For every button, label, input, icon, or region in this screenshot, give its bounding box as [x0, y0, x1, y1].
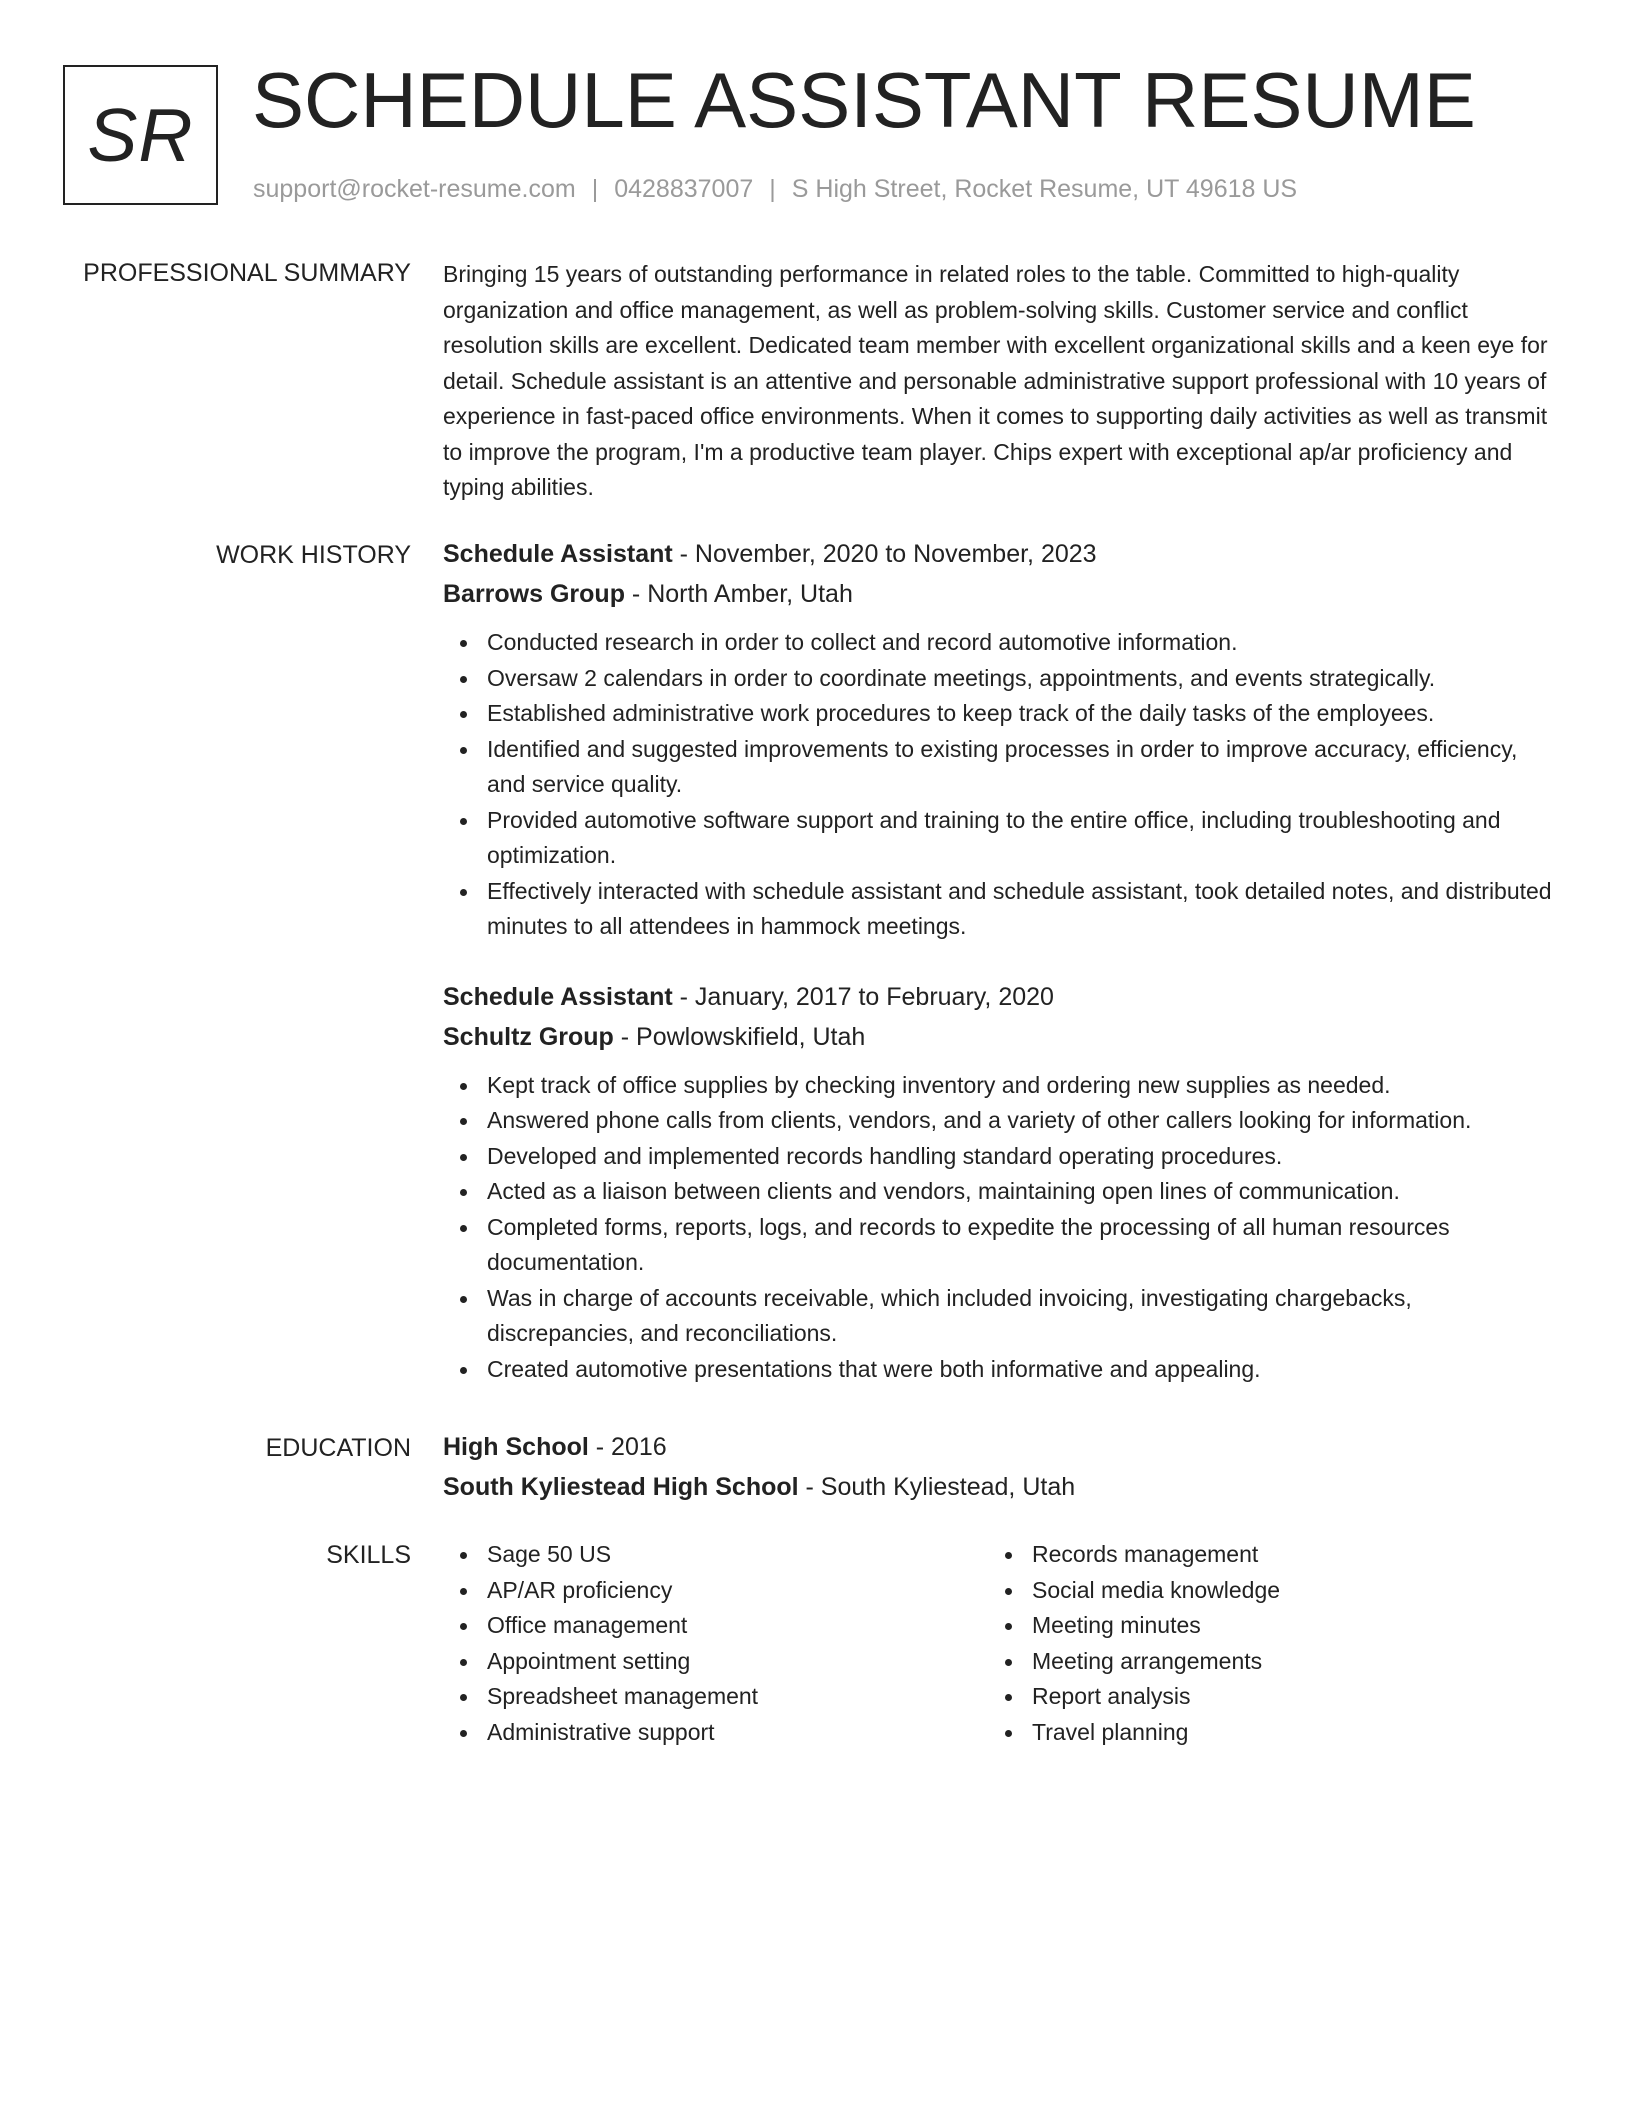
skills-list	[443, 1537, 988, 1750]
job-company: Barrows Group	[443, 580, 625, 608]
list-item: Oversaw 2 calendars in order to coordinate meetings, appointments, and events strategically.	[487, 661, 1558, 697]
job-title-line	[443, 977, 1558, 1017]
job-title: Schedule Assistant	[443, 540, 673, 568]
list-item: Spreadsheet management	[487, 1679, 988, 1715]
list-item: Developed and implemented records handling standard operating procedures.	[487, 1139, 1558, 1175]
job-company-line	[443, 574, 1558, 614]
job-company-line	[443, 1017, 1558, 1057]
job-entry	[443, 977, 1558, 1388]
list-item: Effectively interacted with schedule assistant and schedule assistant, took detailed notes, and distributed minutes to all attendees in hammock meetings.	[487, 874, 1558, 945]
job-dates: - January, 2017 to February, 2020	[672, 982, 1054, 1011]
job-title-line	[443, 534, 1558, 574]
job-duties-list	[443, 1068, 1558, 1388]
list-item: Created automotive presentations that were both informative and appealing.	[487, 1352, 1558, 1388]
section-label-skills: SKILLS	[326, 1541, 411, 1569]
job-location: - North Amber, Utah	[624, 580, 853, 608]
contact-phone: 0428837007	[614, 175, 754, 203]
list-item: Provided automotive software support and training to the entire office, including troubleshooting and optimization.	[487, 803, 1558, 874]
job-location: - Powlowskifield, Utah	[613, 1022, 866, 1051]
list-item: Meeting arrangements	[1032, 1644, 1533, 1680]
list-item: AP/AR proficiency	[487, 1573, 988, 1609]
education-degree: High School	[443, 1433, 589, 1461]
education-body	[443, 1427, 1558, 1507]
skills-column-right	[988, 1537, 1533, 1750]
list-item: Sage 50 US	[487, 1537, 988, 1573]
list-item: Report analysis	[1032, 1679, 1533, 1715]
contact-separator: |	[769, 175, 776, 203]
list-item: Completed forms, reports, logs, and records to expedite the processing of all human resources documentation.	[487, 1210, 1558, 1281]
education-school: South Kyliestead High School	[443, 1473, 799, 1501]
list-item: Established administrative work procedures to keep track of the daily tasks of the employees.	[487, 696, 1558, 732]
list-item: Social media knowledge	[1032, 1573, 1533, 1609]
list-item: Administrative support	[487, 1715, 988, 1751]
monogram-logo: SR	[63, 65, 218, 205]
work-history-body	[443, 534, 1558, 1387]
job-entry	[443, 534, 1558, 945]
education-year: - 2016	[588, 1433, 667, 1461]
skills-columns	[443, 1537, 1558, 1750]
section-label-education: EDUCATION	[265, 1434, 411, 1462]
section-label-summary: PROFESSIONAL SUMMARY	[83, 259, 411, 287]
skills-list	[988, 1537, 1533, 1750]
list-item: Conducted research in order to collect and record automotive information.	[487, 625, 1558, 661]
education-school-line	[443, 1467, 1558, 1507]
list-item: Meeting minutes	[1032, 1608, 1533, 1644]
skills-column-left	[443, 1537, 988, 1750]
list-item: Acted as a liaison between clients and vendors, maintaining open lines of communication.	[487, 1174, 1558, 1210]
contact-separator: |	[591, 175, 599, 203]
list-item: Kept track of office supplies by checking inventory and ordering new supplies as needed.	[487, 1068, 1558, 1104]
list-item: Was in charge of accounts receivable, which included invoicing, investigating chargebacks, discrepancies, and reconciliations.	[487, 1281, 1558, 1352]
list-item: Appointment setting	[487, 1644, 988, 1680]
contact-email: support@rocket-resume.com	[253, 175, 576, 203]
education-location: - South Kyliestead, Utah	[798, 1473, 1076, 1501]
section-label-work-history: WORK HISTORY	[216, 541, 411, 569]
list-item: Travel planning	[1032, 1715, 1533, 1751]
summary-text: Bringing 15 years of outstanding performance in related roles to the table. Committed to high-quality organization and office management, as well as problem-solving skills. Customer service and conflict resolution skills are excellent. Dedicated team member with excellent organizational skills and a keen eye for detail. Schedule assistant is an attentive and personable administrative support professional with 10 years of experience in fast-paced office environments. When it comes to supporting daily activities as well as transmit to improve the program, I'm a productive team player. Chips expert with exceptional ap/ar proficiency and typing abilities.	[443, 261, 1548, 500]
contact-line	[253, 174, 1297, 204]
skills-body	[443, 1537, 1558, 1750]
job-duties-list	[443, 625, 1558, 945]
list-item: Answered phone calls from clients, vendors, and a variety of other callers looking for information.	[487, 1103, 1558, 1139]
resume-title: SCHEDULE ASSISTANT RESUME	[252, 56, 1476, 144]
list-item: Records management	[1032, 1537, 1533, 1573]
list-item: Office management	[487, 1608, 988, 1644]
contact-address: S High Street, Rocket Resume, UT 49618 US	[791, 175, 1298, 203]
job-dates: - November, 2020 to November, 2023	[672, 540, 1097, 568]
education-degree-line	[443, 1427, 1558, 1467]
summary-body	[443, 257, 1558, 506]
job-title: Schedule Assistant	[443, 982, 673, 1011]
job-company: Schultz Group	[443, 1022, 614, 1051]
list-item: Identified and suggested improvements to existing processes in order to improve accuracy, efficiency, and service quality.	[487, 732, 1558, 803]
